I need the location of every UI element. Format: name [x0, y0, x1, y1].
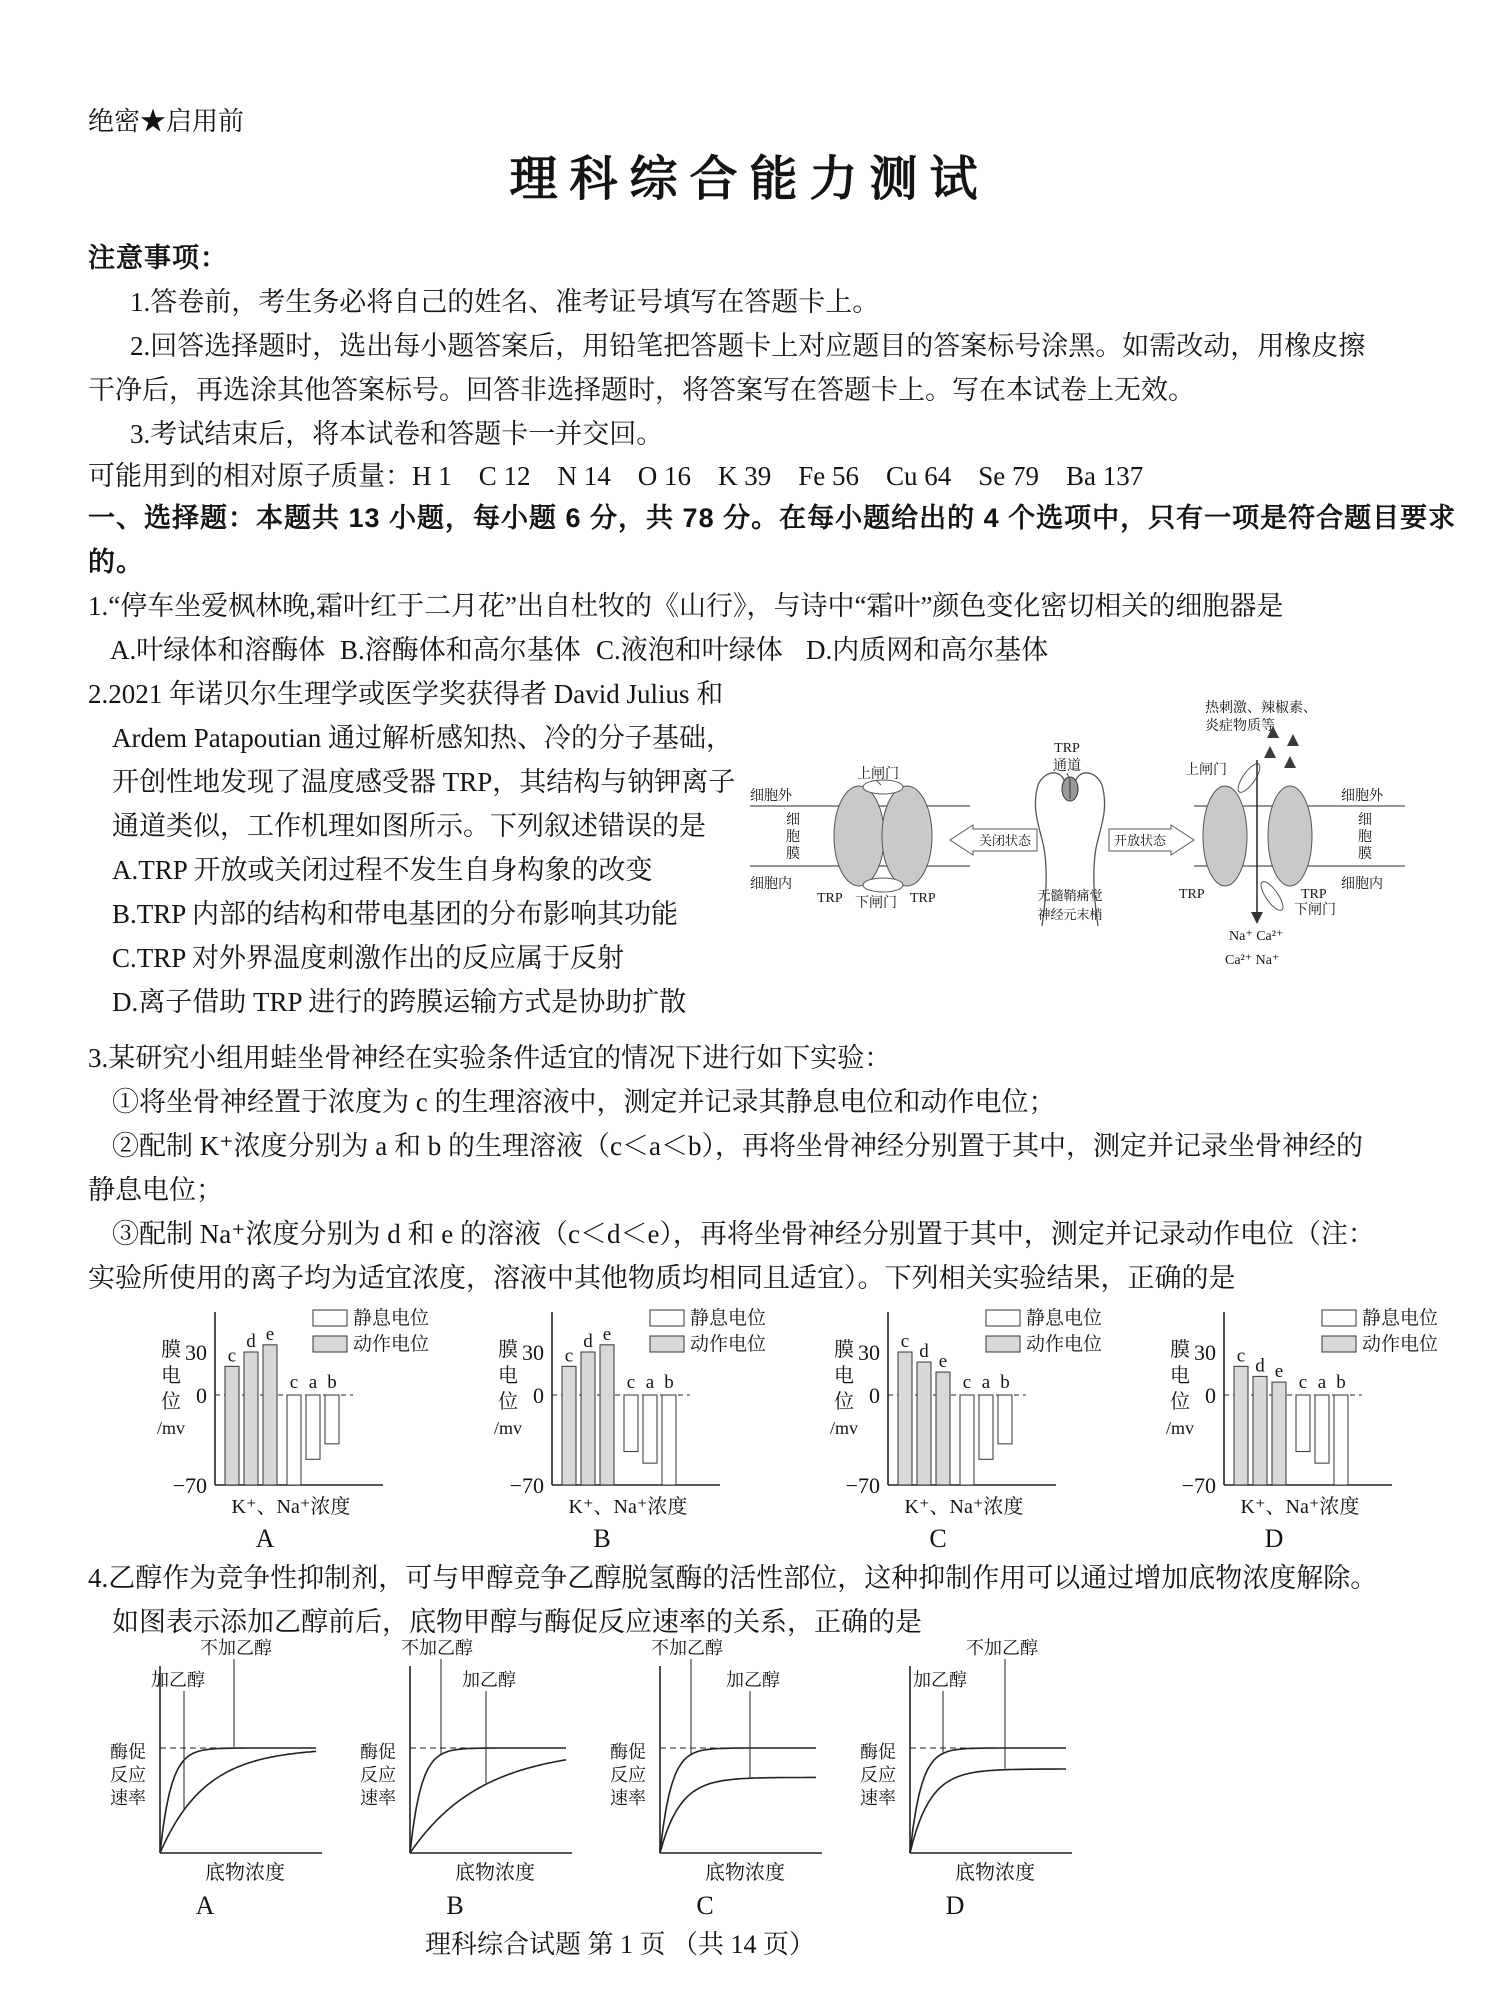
neuron-label-line1: 无髓鞘痛觉 — [1037, 888, 1103, 903]
lower-gate-label-closed: 下闸门 — [855, 896, 897, 911]
atomic-mass-line: 可能用到的相对原子质量：H 1 C 12 N 14 O 16 K 39 Fe 56 Cu 64 Se 79 Ba 137 — [88, 461, 1144, 491]
stimulus-label-line2: 炎症物质等 — [1205, 719, 1275, 734]
section1-heading-line1: 一、选择题：本题共 13 小题，每小题 6 分，共 78 分。在每小题给出的 4 个选项中，只有一项是符合题目要求 — [88, 503, 1457, 533]
x-axis-title: K⁺、Na⁺浓度 — [1240, 1496, 1360, 1518]
y-tick-label: 0 — [1205, 1383, 1216, 1408]
rate-curve — [660, 1777, 816, 1853]
membrane-label-char: 膜 — [1358, 847, 1372, 862]
bar-label: b — [1336, 1372, 1346, 1393]
y-axis-title: 电 — [1170, 1365, 1190, 1387]
y-tick-label: −70 — [1181, 1473, 1216, 1498]
curve-label: 不加乙醇 — [966, 1638, 1038, 1658]
bar-label: b — [664, 1372, 674, 1393]
rate-curve — [160, 1748, 316, 1853]
action-potential-bar — [1272, 1382, 1286, 1485]
legend-swatch — [313, 1310, 347, 1326]
chart-letter: B — [593, 1524, 611, 1553]
y-axis-title: 速率 — [610, 1788, 646, 1808]
resting-potential-bar — [325, 1395, 339, 1444]
trp-subunit-shape — [1203, 786, 1247, 886]
q2-option-a: A.TRP 开放或关闭过程不发生自身构象的改变 — [112, 855, 653, 885]
action-potential-bar — [1253, 1376, 1267, 1485]
resting-potential-bar — [643, 1395, 657, 1463]
trp-subunit-shape — [882, 786, 932, 886]
bar-label: c — [227, 1345, 237, 1367]
q2-option-d: D.离子借助 TRP 进行的跨膜运输方式是协助扩散 — [112, 987, 687, 1017]
bar-label: d — [919, 1341, 929, 1363]
trp-channel-label-line1: TRP — [1054, 741, 1080, 756]
q2-stem-line4: 通道类似，工作机理如图所示。下列叙述错误的是 — [112, 811, 706, 841]
trp-label: TRP — [817, 891, 843, 906]
enzyme-rate-chart-b — [335, 1636, 585, 1921]
q1-option-b: B.溶酶体和高尔基体 — [340, 635, 581, 665]
chart-letter: A — [255, 1524, 275, 1553]
action-potential-bar — [898, 1352, 912, 1485]
closed-state-arrow — [950, 825, 1037, 855]
bar-label: e — [938, 1351, 948, 1373]
legend-label: 静息电位 — [1362, 1308, 1439, 1329]
y-tick-label: 30 — [858, 1340, 880, 1365]
notice-line-2: 2.回答选择题时，选出每小题答案后，用铅笔把答题卡上对应题目的答案标号涂黑。如需改动，用橡皮擦 — [130, 331, 1366, 361]
bar-label: e — [1274, 1361, 1284, 1383]
legend-label: 静息电位 — [1026, 1308, 1103, 1329]
x-axis-title: 底物浓度 — [205, 1862, 285, 1884]
intracellular-label-left: 细胞内 — [750, 877, 792, 892]
q3-step-1: ①将坐骨神经置于浓度为 c 的生理溶液中，测定并记录其静息电位和动作电位； — [112, 1087, 1056, 1117]
q1-option-d: D.内质网和高尔基体 — [806, 635, 1049, 665]
ion-label-row2: Ca²⁺ Na⁺ — [1225, 953, 1280, 968]
membrane-label-char: 胞 — [786, 830, 800, 845]
upper-gate-shape — [863, 780, 903, 794]
bar-label: c — [962, 1372, 972, 1393]
notice-line-3: 3.考试结束后，将本试卷和答题卡一并交回。 — [130, 419, 664, 449]
action-potential-bar — [1234, 1366, 1248, 1485]
bar-label: b — [327, 1372, 337, 1393]
curve-label: 加乙醇 — [913, 1670, 967, 1690]
open-trp-unit — [1203, 760, 1312, 924]
action-potential-bar — [562, 1366, 576, 1485]
lower-gate-open-shape — [1257, 879, 1286, 914]
legend-swatch — [1322, 1336, 1356, 1352]
x-axis-title: 底物浓度 — [955, 1862, 1035, 1884]
q4-stem-line2: 如图表示添加乙醇前后，底物甲醇与酶促反应速率的关系，正确的是 — [112, 1607, 922, 1637]
intracellular-label-right: 细胞内 — [1341, 877, 1383, 892]
legend-label: 静息电位 — [353, 1308, 430, 1329]
q1-stem: 1.“停车坐爱枫林晚,霜叶红于二月花”出自杜牧的《山行》，与诗中“霜叶”颜色变化密切相关的细胞器是 — [88, 591, 1284, 621]
y-axis-title: 位 — [1170, 1391, 1190, 1413]
x-axis-title: K⁺、Na⁺浓度 — [231, 1496, 351, 1518]
legend-swatch — [986, 1310, 1020, 1326]
y-axis-title: 位 — [498, 1391, 518, 1413]
y-axis-title: 反应 — [360, 1765, 396, 1785]
resting-potential-bar — [960, 1395, 974, 1485]
action-potential-bar — [581, 1352, 595, 1485]
upper-gate-label-closed: 上闸门 — [857, 767, 899, 782]
bar-label: a — [645, 1372, 655, 1393]
action-potential-bar — [225, 1366, 239, 1485]
chart-letter: B — [446, 1891, 464, 1920]
bar-label: a — [308, 1372, 318, 1393]
legend-label: 动作电位 — [1362, 1334, 1439, 1355]
enzyme-rate-chart-a — [85, 1636, 335, 1921]
q1-option-a: A.叶绿体和溶酶体 — [110, 635, 326, 665]
neuron-label-line2: 神经元末梢 — [1037, 907, 1103, 922]
bar-label: c — [1236, 1345, 1246, 1367]
bar-label: c — [289, 1372, 299, 1393]
bar-label: a — [1317, 1372, 1327, 1393]
y-tick-label: 30 — [1194, 1340, 1216, 1365]
y-axis-title: /mv — [829, 1418, 859, 1438]
trp-channel-diagram — [745, 688, 1410, 988]
curve-label: 加乙醇 — [726, 1670, 780, 1690]
resting-potential-bar — [624, 1395, 638, 1452]
y-axis-title: 酶促 — [860, 1742, 896, 1762]
enzyme-rate-chart-c — [585, 1636, 835, 1921]
action-potential-bar — [917, 1362, 931, 1485]
q2-stem-line1: 2.2021 年诺贝尔生理学或医学奖获得者 David Julius 和 — [88, 679, 724, 709]
q3-step-3: ③配制 Na⁺浓度分别为 d 和 e 的溶液（c＜d＜e），再将坐骨神经分别置于其中，测定并记录动作电位（注： — [112, 1219, 1375, 1249]
q2-stem-line3: 开创性地发现了温度感受器 TRP，其结构与钠钾离子 — [112, 767, 736, 797]
y-tick-label: 30 — [522, 1340, 544, 1365]
q4-stem-line1: 4.乙醇作为竞争性抑制剂，可与甲醇竞争乙醇脱氢酶的活性部位，这种抑制作用可以通过增加底物浓度解除。 — [88, 1563, 1378, 1593]
rate-curve — [910, 1769, 1066, 1853]
membrane-potential-chart-c — [768, 1300, 1103, 1568]
bar-label: b — [1000, 1372, 1010, 1393]
membrane-label-char: 胞 — [1358, 830, 1372, 845]
curve-label: 不加乙醇 — [200, 1638, 272, 1658]
trp-label: TRP — [1179, 887, 1205, 902]
bar-label: c — [626, 1372, 636, 1393]
enzyme-rate-chart-d — [835, 1636, 1085, 1921]
open-state-arrow — [1109, 825, 1194, 855]
open-state-label: 开放状态 — [1113, 833, 1167, 848]
legend-swatch — [650, 1336, 684, 1352]
resting-potential-bar — [1334, 1395, 1348, 1485]
action-potential-bar — [936, 1372, 950, 1485]
membrane-potential-chart-d — [1104, 1300, 1439, 1568]
y-axis-title: 膜 — [161, 1339, 181, 1361]
y-axis-title: 电 — [161, 1365, 181, 1387]
extracellular-label-left: 细胞外 — [750, 789, 792, 804]
curve-label: 加乙醇 — [462, 1670, 516, 1690]
ion-label-row1: Na⁺ Ca²⁺ — [1229, 929, 1284, 944]
bar-label: d — [246, 1331, 256, 1352]
q3-step-2: ②配制 K⁺浓度分别为 a 和 b 的生理溶液（c＜a＜b），再将坐骨神经分别置于其中，测定并记录坐骨神经的 — [112, 1131, 1363, 1161]
q2-option-c: C.TRP 对外界温度刺激作出的反应属于反射 — [112, 943, 625, 973]
y-axis-title: 酶促 — [610, 1742, 646, 1762]
legend-label: 动作电位 — [353, 1334, 430, 1355]
y-axis-title: /mv — [493, 1418, 523, 1438]
y-tick-label: 0 — [196, 1383, 207, 1408]
y-axis-title: 位 — [161, 1391, 181, 1413]
y-axis-title: 酶促 — [110, 1742, 146, 1762]
lower-gate-shape — [863, 878, 903, 892]
y-axis-title: /mv — [156, 1418, 186, 1438]
x-axis-title: K⁺、Na⁺浓度 — [904, 1496, 1024, 1518]
q3-step-3b: 实验所使用的离子均为适宜浓度，溶液中其他物质均相同且适宜）。下列相关实验结果，正确的是 — [88, 1263, 1236, 1293]
y-axis-title: 速率 — [360, 1788, 396, 1808]
chart-letter: C — [696, 1891, 714, 1920]
trp-label: TRP — [1301, 887, 1327, 902]
trp-channel-label-line2: 通道 — [1053, 759, 1081, 774]
ion-flow-arrowhead — [1251, 912, 1263, 924]
page-footer: 理科综合试题 第 1 页 （共 14 页） — [424, 1930, 815, 1959]
legend-label: 动作电位 — [690, 1334, 767, 1355]
bar-label: e — [265, 1323, 275, 1345]
membrane-label-char: 膜 — [786, 847, 800, 862]
upper-gate-label-open: 上闸门 — [1185, 763, 1227, 778]
notice-line-1: 1.答卷前，考生务必将自己的姓名、准考证号填写在答题卡上。 — [130, 287, 880, 317]
rate-curve — [410, 1760, 566, 1853]
curve-label: 不加乙醇 — [651, 1638, 723, 1658]
resting-potential-bar — [287, 1395, 301, 1485]
resting-potential-bar — [662, 1395, 676, 1485]
q3-step-2b: 静息电位； — [88, 1175, 223, 1205]
legend-swatch — [1322, 1310, 1356, 1326]
resting-potential-bar — [1315, 1395, 1329, 1463]
q2-option-b: B.TRP 内部的结构和带电基团的分布影响其功能 — [112, 899, 679, 929]
trp-subunit-shape — [1268, 786, 1312, 886]
x-axis-title: K⁺、Na⁺浓度 — [568, 1496, 688, 1518]
legend-label: 动作电位 — [1026, 1334, 1103, 1355]
y-tick-label: −70 — [845, 1473, 880, 1498]
security-classification: 绝密★启用前 — [88, 107, 245, 136]
membrane-potential-chart-a — [95, 1300, 430, 1568]
bar-label: c — [564, 1345, 574, 1367]
closed-state-label: 关闭状态 — [978, 833, 1032, 848]
extracellular-label-right: 细胞外 — [1341, 789, 1383, 804]
notice-heading: 注意事项： — [88, 243, 228, 273]
y-axis-title: 速率 — [860, 1788, 896, 1808]
y-axis-title: 膜 — [1170, 1339, 1190, 1361]
bar-label: c — [900, 1331, 910, 1352]
chart-letter: D — [945, 1891, 965, 1920]
stimulus-label-line1: 热刺激、辣椒素、 — [1205, 701, 1317, 716]
membrane-potential-chart-b — [432, 1300, 767, 1568]
trp-label: TRP — [910, 891, 936, 906]
y-axis-title: 膜 — [834, 1339, 854, 1361]
y-axis-title: 反应 — [860, 1765, 896, 1785]
y-tick-label: 0 — [533, 1383, 544, 1408]
membrane-label-char: 细 — [1358, 813, 1372, 828]
membrane-label-char: 细 — [786, 813, 800, 828]
chart-letter: A — [195, 1891, 215, 1920]
resting-potential-bar — [998, 1395, 1012, 1444]
curve-label: 不加乙醇 — [401, 1638, 473, 1658]
rate-curve — [910, 1748, 1066, 1853]
q3-stem: 3.某研究小组用蛙坐骨神经在实验条件适宜的情况下进行如下实验： — [88, 1043, 892, 1073]
resting-potential-bar — [1296, 1395, 1310, 1452]
rate-curve — [160, 1751, 316, 1853]
legend-swatch — [313, 1336, 347, 1352]
bar-label: c — [1298, 1372, 1308, 1393]
closed-trp-unit — [834, 780, 932, 892]
action-potential-bar — [263, 1345, 277, 1485]
resting-potential-bar — [979, 1395, 993, 1459]
legend-swatch — [986, 1336, 1020, 1352]
y-axis-title: 酶促 — [360, 1742, 396, 1762]
page-title: 理科综合能力测试 — [509, 153, 990, 206]
chart-letter: D — [1264, 1524, 1284, 1553]
action-potential-bar — [600, 1345, 614, 1485]
bar-label: d — [583, 1331, 593, 1352]
y-tick-label: 0 — [869, 1383, 880, 1408]
q1-option-c: C.液泡和叶绿体 — [596, 635, 783, 665]
chart-letter: C — [929, 1524, 947, 1553]
legend-swatch — [650, 1310, 684, 1326]
upper-gate-open-shape — [1234, 761, 1263, 796]
section1-heading-line2: 的。 — [88, 547, 144, 577]
y-axis-title: 电 — [834, 1365, 854, 1387]
y-axis-title: /mv — [1165, 1418, 1195, 1438]
action-potential-bar — [244, 1352, 258, 1485]
y-tick-label: −70 — [509, 1473, 544, 1498]
y-axis-title: 反应 — [610, 1765, 646, 1785]
legend-label: 静息电位 — [690, 1308, 767, 1329]
y-axis-title: 膜 — [498, 1339, 518, 1361]
x-axis-title: 底物浓度 — [455, 1862, 535, 1884]
notice-line-2b: 干净后，再选涂其他答案标号。回答非选择题时，将答案写在答题卡上。写在本试卷上无效。 — [88, 375, 1195, 405]
y-tick-label: 30 — [185, 1340, 207, 1365]
y-axis-title: 电 — [498, 1365, 518, 1387]
resting-potential-bar — [306, 1395, 320, 1459]
x-axis-title: 底物浓度 — [705, 1862, 785, 1884]
lower-gate-label-open: 下闸门 — [1294, 903, 1336, 918]
curve-label: 加乙醇 — [151, 1670, 205, 1690]
y-axis-title: 反应 — [110, 1765, 146, 1785]
trp-subunit-shape — [834, 786, 884, 886]
bar-label: e — [602, 1323, 612, 1345]
q2-stem-line2: Ardem Patapoutian 通过解析感知热、冷的分子基础， — [112, 723, 733, 753]
y-axis-title: 速率 — [110, 1788, 146, 1808]
y-axis-title: 位 — [834, 1391, 854, 1413]
bar-label: d — [1255, 1355, 1265, 1377]
bar-label: a — [981, 1372, 991, 1393]
y-tick-label: −70 — [172, 1473, 207, 1498]
